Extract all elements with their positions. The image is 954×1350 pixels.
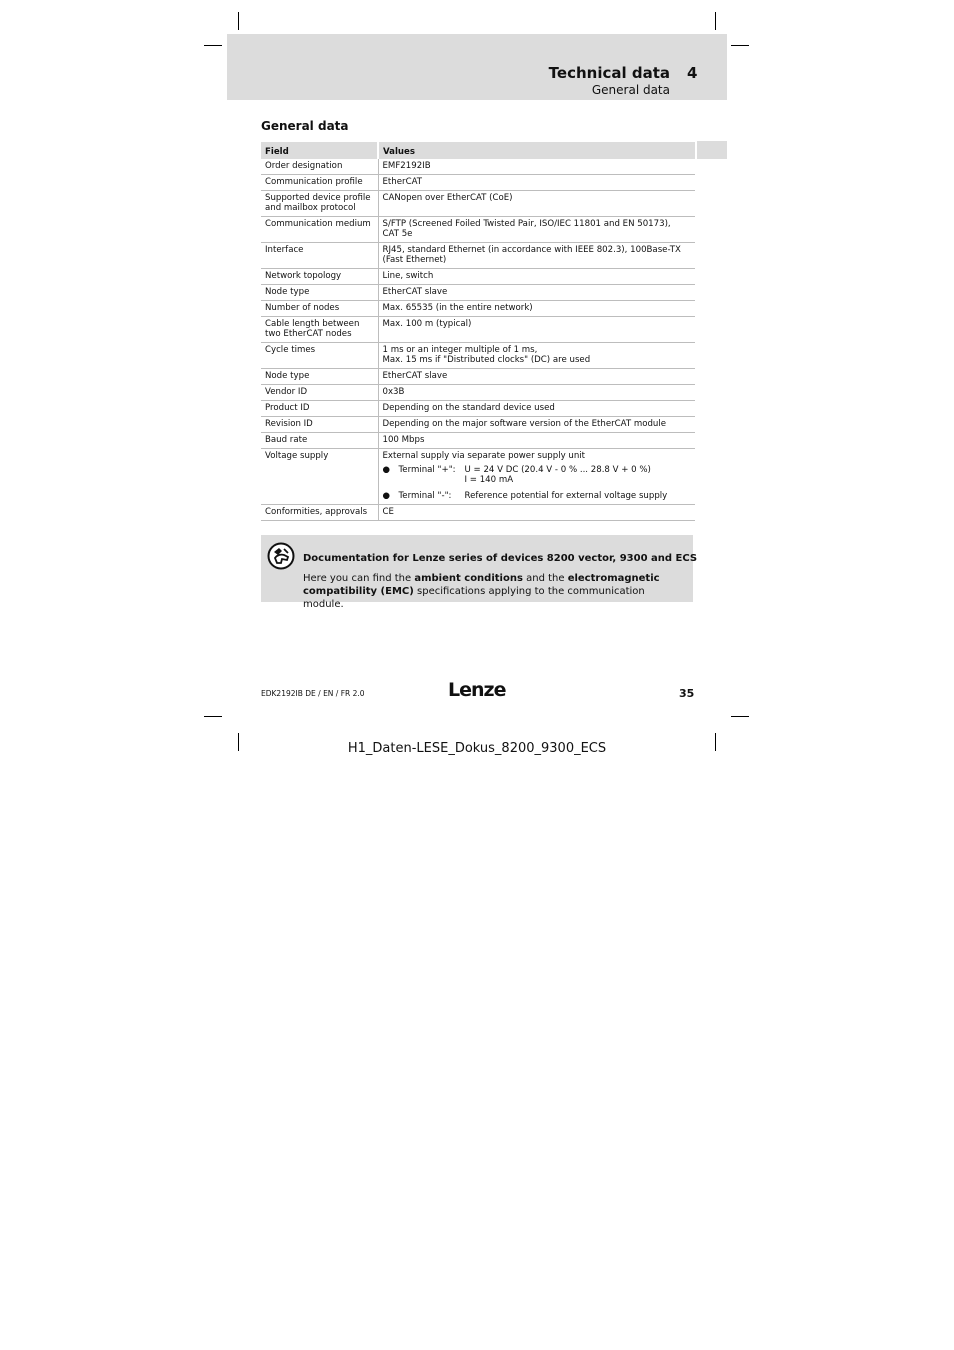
note-text-part: specifications applying to the communication module. <box>303 586 645 610</box>
value-cell: 0x3B <box>378 385 695 401</box>
field-cell: Vendor ID <box>261 385 378 401</box>
field-cell: Interface <box>261 243 378 269</box>
note-text-bold: electromagnetic compatibility (EMC) <box>303 573 660 597</box>
field-cell: Voltage supply <box>261 449 378 505</box>
terminal-plus-desc <box>465 465 693 485</box>
value-cell: CANopen over EtherCAT (CoE) <box>378 191 695 217</box>
table-row <box>261 343 695 369</box>
table-row <box>261 433 695 449</box>
terminal-plus-voltage: U = 24 V DC (20.4 V - 0 % ... 28.8 V + 0 %) <box>464 465 651 475</box>
table-row <box>261 505 695 521</box>
terminal-plus-row <box>383 465 693 485</box>
value-cell: Depending on the major software version of the EtherCAT module <box>378 417 695 433</box>
crop-mark-top-right-vertical <box>715 12 716 30</box>
table-row <box>261 175 695 191</box>
general-data-table <box>261 142 695 521</box>
table-header-row <box>261 142 695 159</box>
value-line: 1 ms or an integer multiple of 1 ms, <box>382 345 538 355</box>
value-cell: Line, switch <box>378 269 695 285</box>
table-row <box>261 417 695 433</box>
page-number: 35 <box>679 687 695 700</box>
documentation-hand-icon <box>267 542 295 574</box>
value-cell <box>378 343 695 369</box>
column-header-field: Field <box>261 142 378 159</box>
terminal-plus-label: Terminal "+": <box>398 465 456 475</box>
value-cell: EtherCAT <box>378 175 695 191</box>
value-cell: 100 Mbps <box>378 433 695 449</box>
table-row <box>261 243 695 269</box>
table-row-voltage-supply <box>261 449 695 505</box>
field-cell: Network topology <box>261 269 378 285</box>
table-row <box>261 369 695 385</box>
section-heading: General data <box>261 119 349 133</box>
chapter-number: 4 <box>687 64 698 82</box>
value-cell <box>378 449 695 505</box>
column-header-values: Values <box>378 142 695 159</box>
field-cell: Communication profile <box>261 175 378 191</box>
table-row <box>261 385 695 401</box>
table-row <box>261 285 695 301</box>
table-row <box>261 269 695 285</box>
value-line: CAT 5e <box>382 229 413 239</box>
value-cell <box>378 217 695 243</box>
side-thumb-tab <box>697 141 727 159</box>
value-cell: EtherCAT slave <box>378 285 695 301</box>
table-row <box>261 159 695 175</box>
note-text-part: and the <box>522 573 568 584</box>
note-text-bold: ambient conditions <box>414 573 523 584</box>
value-cell: RJ45, standard Ethernet (in accordance with IEEE 802.3), 100Base-TX (Fast Ethernet) <box>378 243 695 269</box>
chapter-title: Technical data <box>548 64 670 82</box>
documentation-note <box>261 535 698 610</box>
bullet: ● <box>382 465 390 475</box>
crop-mark-top-left-horizontal <box>204 45 222 46</box>
crop-mark-bottom-right-horizontal <box>731 716 749 717</box>
crop-mark-top-left-vertical <box>238 12 239 30</box>
table-row <box>261 301 695 317</box>
field-cell: Cycle times <box>261 343 378 369</box>
field-cell: Baud rate <box>261 433 378 449</box>
field-cell: Order designation <box>261 159 378 175</box>
terminal-minus-row <box>383 491 693 501</box>
value-cell: CE <box>378 505 695 521</box>
value-line: Max. 15 ms if "Distributed clocks" (DC) are used <box>382 355 591 365</box>
field-cell: Cable length between two EtherCAT nodes <box>261 317 378 343</box>
field-cell: Revision ID <box>261 417 378 433</box>
terminal-minus-desc: Reference potential for external voltage supply <box>464 491 668 501</box>
terminal-minus-label: Terminal "-": <box>398 491 452 501</box>
note-text <box>303 572 683 611</box>
voltage-intro: External supply via separate power supply unit <box>382 451 586 461</box>
value-line: S/FTP (Screened Foiled Twisted Pair, ISO/IEC 11801 and EN 50173), <box>382 219 671 229</box>
field-cell: Node type <box>261 285 378 301</box>
value-cell: Max. 65535 (in the entire network) <box>378 301 695 317</box>
table-row <box>261 191 695 217</box>
crop-mark-top-right-horizontal <box>731 45 749 46</box>
table-row <box>261 401 695 417</box>
note-title: Documentation for Lenze series of devices 8200 vector, 9300 and ECS <box>303 553 698 564</box>
field-cell: Node type <box>261 369 378 385</box>
chapter-subtitle: General data <box>591 83 670 97</box>
note-text-part: Here you can find the <box>303 573 415 584</box>
field-cell: Supported device profile and mailbox protocol <box>261 191 378 217</box>
terminal-plus-current: I = 140 mA <box>464 475 514 485</box>
field-cell: Conformities, approvals <box>261 505 378 521</box>
field-cell: Product ID <box>261 401 378 417</box>
bullet: ● <box>382 491 390 501</box>
table-row <box>261 217 695 243</box>
field-cell: Number of nodes <box>261 301 378 317</box>
value-cell: EtherCAT slave <box>378 369 695 385</box>
table-row <box>261 317 695 343</box>
lenze-logo: Lenze <box>448 679 506 701</box>
value-cell: Depending on the standard device used <box>378 401 695 417</box>
value-cell: EMF2192IB <box>378 159 695 175</box>
field-cell: Communication medium <box>261 217 378 243</box>
value-cell: Max. 100 m (typical) <box>378 317 695 343</box>
file-label: H1_Daten-LESE_Dokus_8200_9300_ECS <box>347 741 607 756</box>
crop-mark-bottom-left-horizontal <box>204 716 222 717</box>
footer-document-id: EDK2192IB DE / EN / FR 2.0 <box>261 689 365 698</box>
